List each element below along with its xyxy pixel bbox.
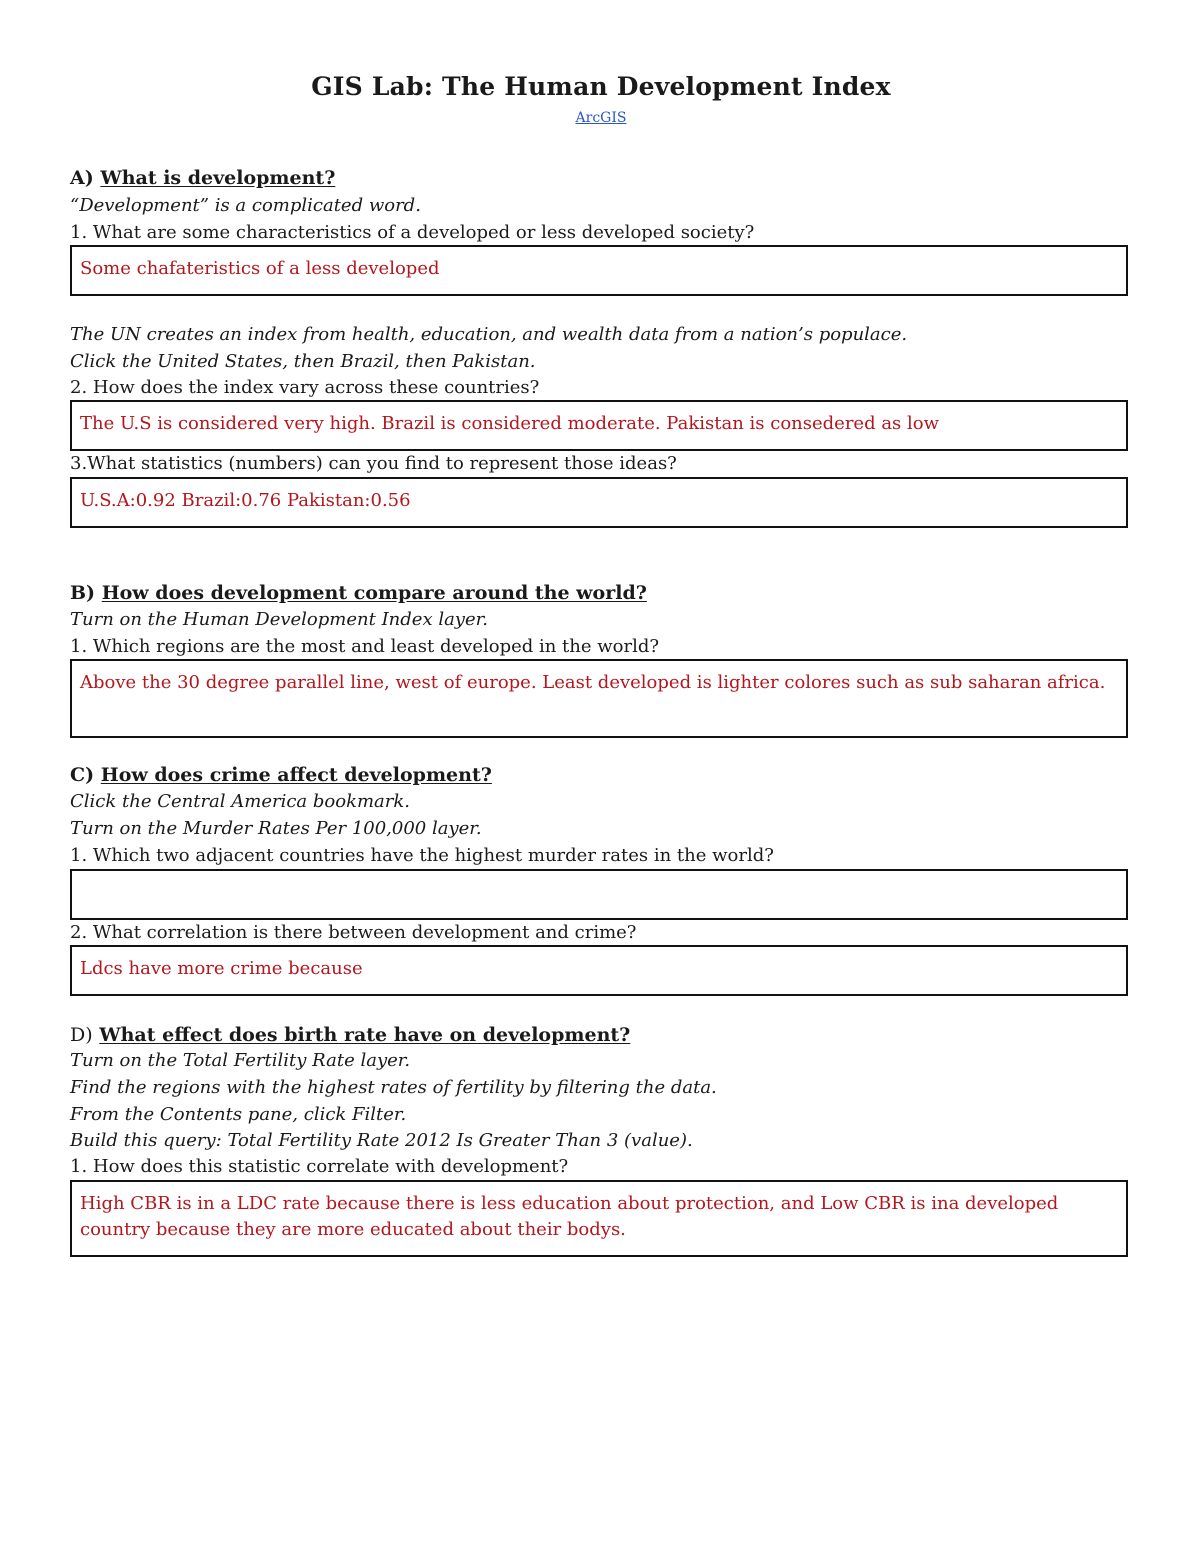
section-a-intro: “Development” is a complicated word. bbox=[70, 195, 421, 216]
section-c-intro-2: Turn on the Murder Rates Per 100,000 layer. bbox=[70, 818, 482, 839]
section-a-question-3: 3.What statistics (numbers) can you find to represent those ideas? bbox=[70, 453, 677, 474]
section-c-title: How does crime affect development? bbox=[100, 764, 492, 786]
section-d-title: What effect does birth rate have on development? bbox=[99, 1024, 631, 1046]
section-b-question-1: 1. Which regions are the most and least developed in the world? bbox=[70, 636, 660, 657]
section-c-answer-2[interactable]: Ldcs have more crime because bbox=[70, 945, 1128, 996]
section-c-prefix: C) bbox=[70, 764, 95, 786]
section-a-question-1: 1. What are some characteristics of a developed or less developed society? bbox=[70, 222, 755, 243]
section-a-prefix: A) bbox=[70, 167, 94, 189]
section-a-answer-1[interactable]: Some chafateristics of a less developed bbox=[70, 245, 1128, 296]
section-a-answer-3[interactable]: U.S.A:0.92 Brazil:0.76 Pakistan:0.56 bbox=[70, 477, 1128, 528]
section-d-heading bbox=[70, 1023, 630, 1047]
section-b-title: How does development compare around the world? bbox=[101, 582, 647, 604]
section-d-intro-3: From the Contents pane, click Filter. bbox=[70, 1104, 407, 1125]
section-a-question-2: 2. How does the index vary across these countries? bbox=[70, 377, 540, 398]
section-a-intro-3: Click the United States, then Brazil, then Pakistan. bbox=[70, 351, 536, 372]
section-b-heading bbox=[70, 581, 647, 605]
section-d-prefix: D) bbox=[70, 1024, 93, 1046]
section-d-intro: Turn on the Total Fertility Rate layer. bbox=[70, 1050, 411, 1071]
section-c-intro: Click the Central America bookmark. bbox=[70, 791, 411, 812]
section-d-question-1: 1. How does this statistic correlate with development? bbox=[70, 1156, 569, 1177]
section-c-answer-1[interactable] bbox=[70, 869, 1128, 920]
section-c-question-1: 1. Which two adjacent countries have the highest murder rates in the world? bbox=[70, 845, 774, 866]
section-d-intro-2: Find the regions with the highest rates of fertility by filtering the data. bbox=[70, 1077, 717, 1098]
arcgis-link[interactable]: ArcGIS bbox=[575, 110, 627, 126]
section-a-intro-2: The UN creates an index from health, education, and wealth data from a nation’s populace. bbox=[70, 324, 908, 345]
section-d-intro-4: Build this query: Total Fertility Rate 2012 Is Greater Than 3 (value). bbox=[70, 1130, 693, 1151]
section-b-prefix: B) bbox=[70, 582, 96, 604]
section-a-heading bbox=[70, 166, 335, 190]
section-b-answer-1[interactable]: Above the 30 degree parallel line, west of europe. Least developed is lighter colores such as sub saharan africa. bbox=[70, 659, 1128, 738]
section-a-title: What is development? bbox=[100, 167, 336, 189]
section-c-question-2: 2. What correlation is there between development and crime? bbox=[70, 922, 637, 943]
page-title: GIS Lab: The Human Development Index bbox=[311, 72, 891, 101]
section-d-answer-1[interactable]: High CBR is in a LDC rate because there is less education about protection, and Low CBR is ina developed country because they are more educated about their bodys. bbox=[70, 1180, 1128, 1257]
section-c-heading bbox=[70, 763, 492, 787]
section-b-intro: Turn on the Human Development Index layer. bbox=[70, 609, 488, 630]
section-a-answer-2[interactable]: The U.S is considered very high. Brazil is considered moderate. Pakistan is consedered as low bbox=[70, 400, 1128, 451]
